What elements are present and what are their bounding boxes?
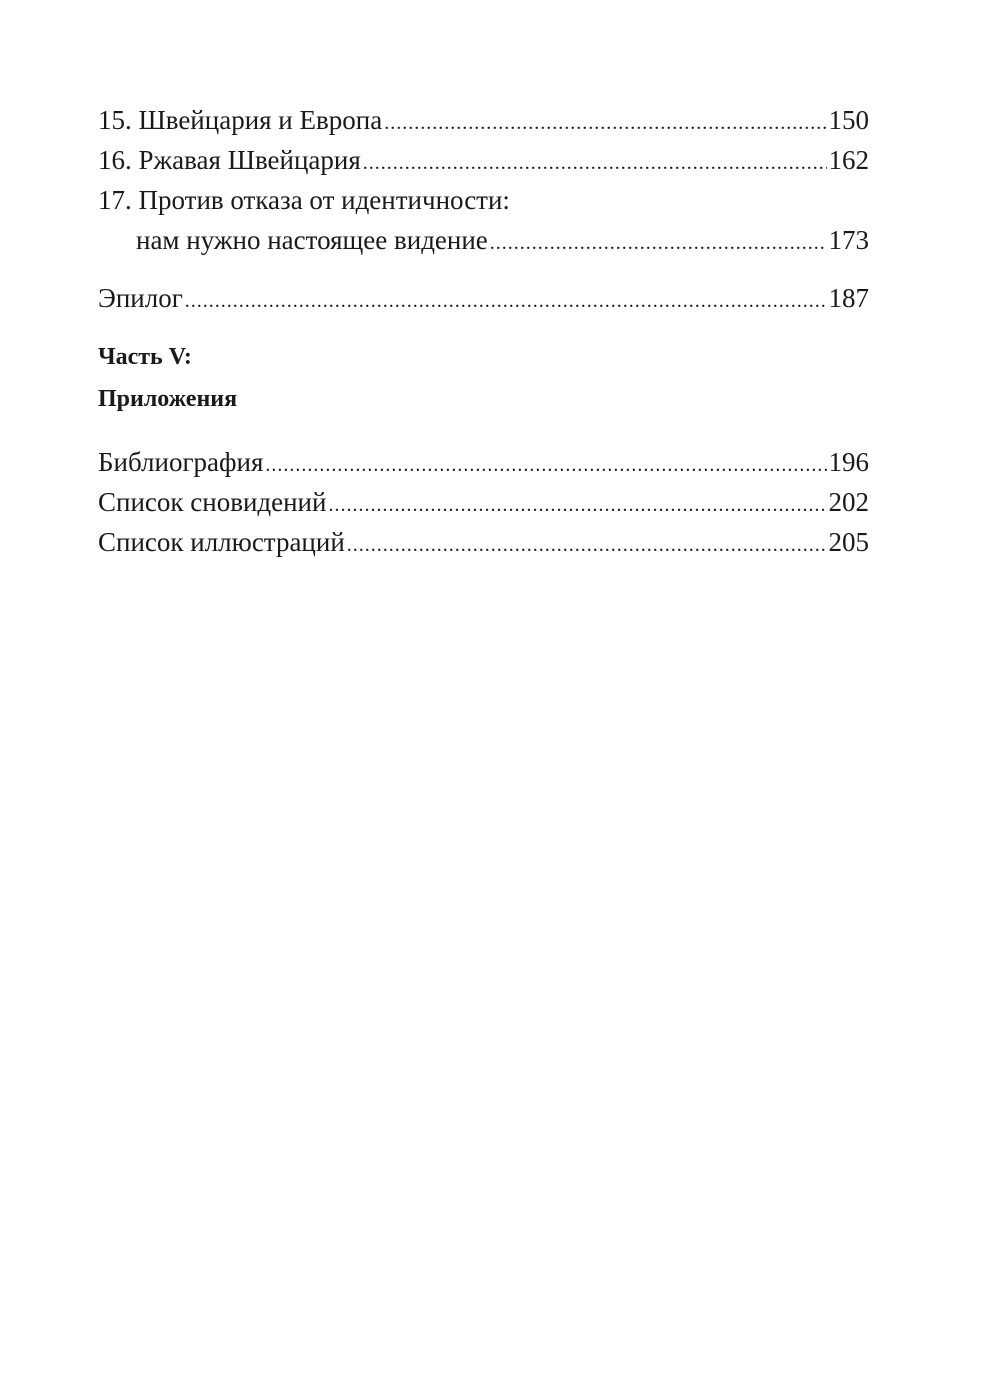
toc-entry-17-line1: 17. Против отказа от идентичности: xyxy=(98,185,510,215)
toc-entry-label: Список сновидений xyxy=(98,487,327,517)
toc-entry-label: нам нужно настоящее видение xyxy=(136,225,488,255)
dot-leader xyxy=(490,223,827,263)
toc-entry-page: 150 xyxy=(828,105,869,135)
dot-leader xyxy=(265,445,826,485)
toc-entry-bibliography xyxy=(98,442,869,482)
part-heading-line1: Часть V: xyxy=(98,344,192,370)
dot-leader xyxy=(347,525,827,565)
toc-entry-dreams xyxy=(98,482,869,522)
part-heading-line2: Приложения xyxy=(98,386,238,412)
dot-leader xyxy=(384,103,826,143)
toc-entry-label: Эпилог xyxy=(98,283,183,313)
toc-entry-label: Библиография xyxy=(98,447,264,477)
dot-leader xyxy=(185,281,827,321)
toc-entry-epilogue xyxy=(98,278,869,318)
dot-leader xyxy=(328,485,826,525)
toc-entry-15 xyxy=(98,100,869,140)
toc-entry-label: 15. Швейцария и Европа xyxy=(98,105,383,135)
toc-entry-page: 202 xyxy=(828,487,869,517)
toc-entry-page: 187 xyxy=(828,283,869,313)
toc-entry-page: 205 xyxy=(828,527,869,557)
dot-leader xyxy=(363,143,827,183)
toc-entry-label: 16. Ржавая Швейцария xyxy=(98,145,361,175)
toc-entry-page: 196 xyxy=(828,447,869,477)
table-of-contents xyxy=(98,100,869,562)
toc-entry-16 xyxy=(98,140,869,180)
toc-entry-page: 162 xyxy=(828,145,869,175)
toc-entry-illustrations xyxy=(98,522,869,562)
toc-entry-label: Список иллюстраций xyxy=(98,527,345,557)
toc-entry-17 xyxy=(98,220,869,260)
toc-entry-page: 173 xyxy=(828,225,869,255)
